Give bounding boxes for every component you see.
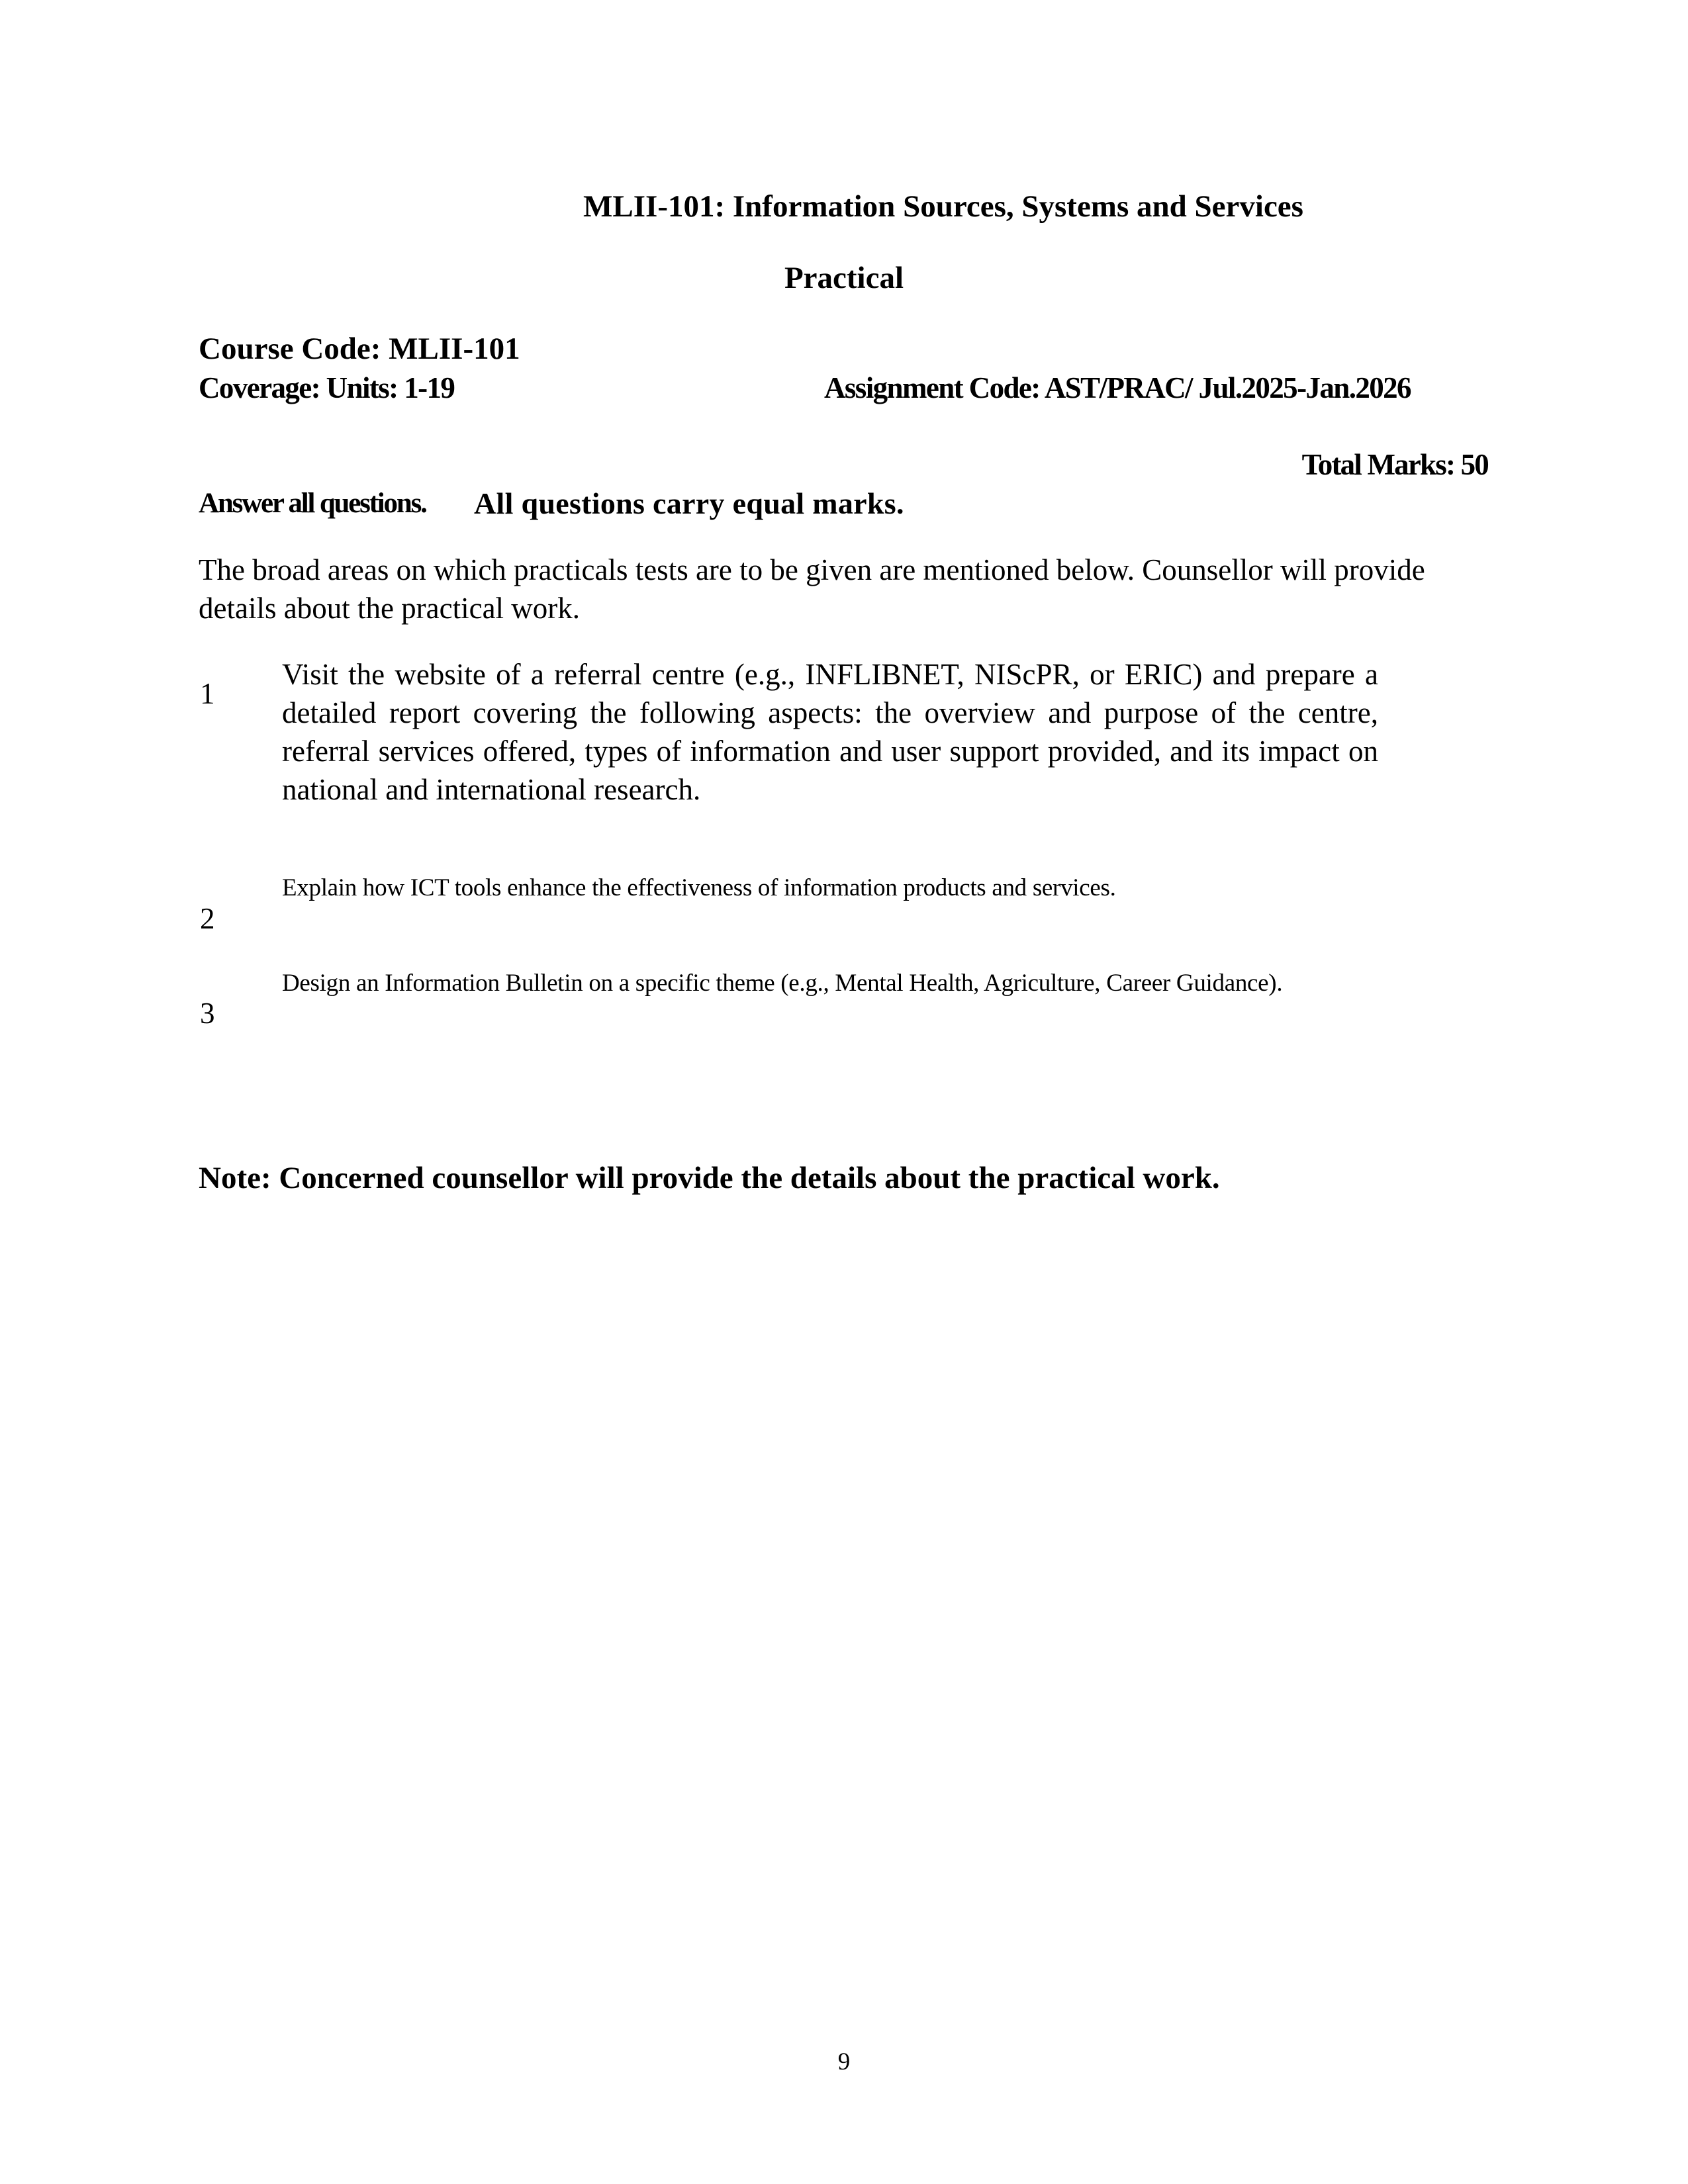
- intro-paragraph: The broad areas on which practicals tests are to be given are mentioned below. Counsellor will provide details about the practical work.: [199, 553, 1425, 625]
- course-code: Course Code: MLII-101: [199, 332, 520, 366]
- question-2-number: 2: [200, 902, 215, 935]
- document-title: MLII-101: Information Sources, Systems and Services: [583, 189, 1303, 224]
- instructions-part1: Answer all questions.: [199, 488, 426, 519]
- assignment-code: Assignment Code: AST/PRAC/ Jul.2025-Jan.2026: [824, 371, 1411, 404]
- instructions-part2: All questions carry equal marks.: [474, 486, 904, 520]
- question-3-text: Design an Information Bulletin on a specific theme (e.g., Mental Health, Agriculture, Career Guidance).: [282, 970, 1283, 997]
- note: Note: Concerned counsellor will provide the details about the practical work.: [199, 1161, 1220, 1195]
- question-3-number: 3: [200, 997, 215, 1030]
- question-2-text: Explain how ICT tools enhance the effectiveness of information products and services.: [282, 874, 1116, 901]
- page-number: 9: [837, 2048, 851, 2075]
- question-1-text: Visit the website of a referral centre (e.g., INFLIBNET, NIScPR, or ERIC) and prepare a detailed report covering the following aspects: the overview and purpose of the centre, referral services offered, types of information and user support provided, and its impact on national and international research.: [282, 658, 1378, 806]
- coverage: Coverage: Units: 1-19: [199, 371, 455, 404]
- question-1-number: 1: [200, 677, 215, 710]
- document-subtitle: Practical: [784, 261, 904, 295]
- total-marks: Total Marks: 50: [1301, 448, 1488, 481]
